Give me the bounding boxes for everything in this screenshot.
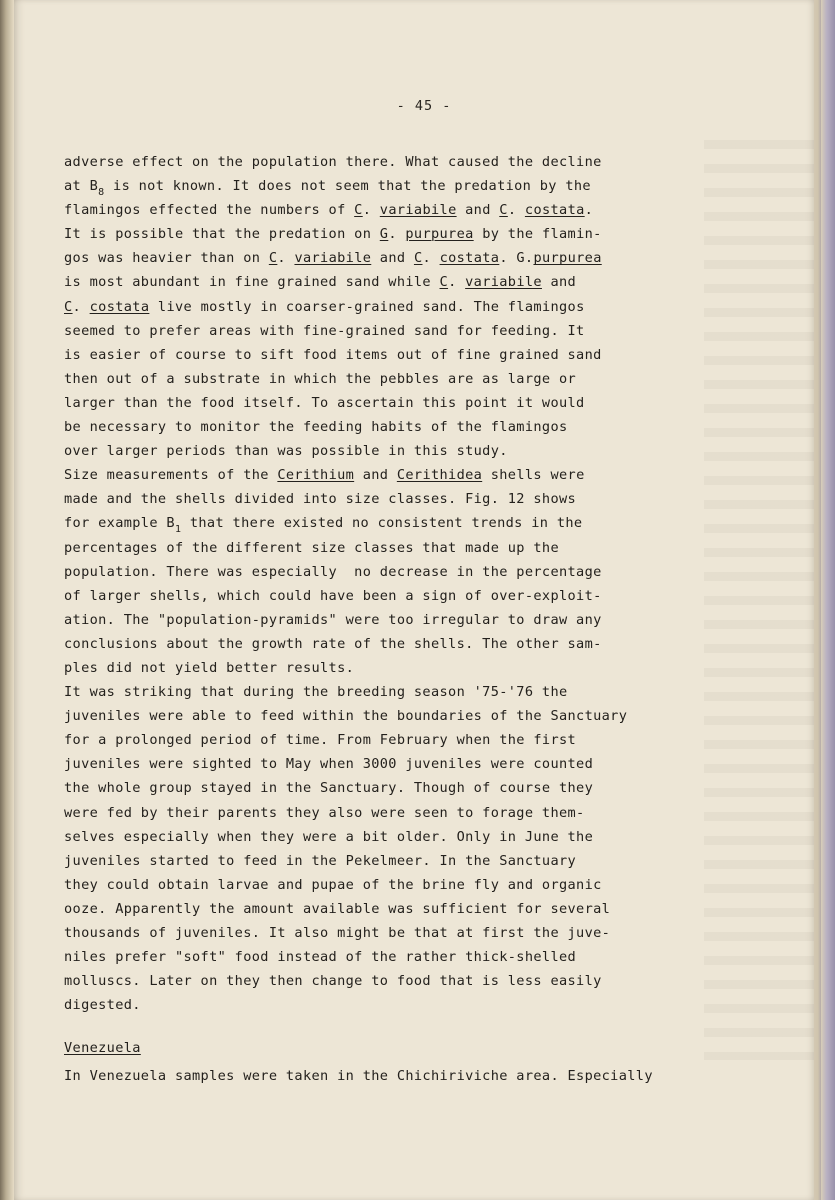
text-line xyxy=(64,945,764,969)
text-line xyxy=(64,801,764,825)
text-run: thousands of juveniles. It also might be that at first the juve- xyxy=(64,925,611,941)
text-run: ation. The "population-pyramids" were too irregular to draw any xyxy=(64,611,602,628)
text-line xyxy=(64,222,764,246)
text-line xyxy=(64,319,764,343)
subscript: 8 xyxy=(98,187,105,199)
underlined-term: costata xyxy=(89,298,150,315)
text-line xyxy=(64,728,764,752)
text-run: were fed by their parents they also were seen to forage them- xyxy=(64,804,585,821)
text-line xyxy=(64,993,764,1017)
text-run: juveniles started to feed in the Pekelmeer. In the Sanctuary xyxy=(64,852,577,869)
text-line xyxy=(64,608,764,632)
text-run: . xyxy=(584,202,594,219)
text-run: and xyxy=(456,202,500,219)
text-line xyxy=(64,463,764,487)
text-run: . xyxy=(388,226,406,243)
text-run: is easier of course to sift food items out of fine grained sand xyxy=(64,346,602,363)
document-page xyxy=(14,0,814,1200)
text-run: juveniles were sighted to May when 3000 juveniles were counted xyxy=(64,756,594,773)
text-line xyxy=(64,873,764,897)
text-run: is most abundant in fine grained sand while xyxy=(64,274,440,291)
text-run: Size measurements of the xyxy=(64,467,278,484)
text-run: molluscs. Later on they then change to food that is less easily xyxy=(64,973,602,990)
text-run: conclusions about the growth rate of the shells. The other sam- xyxy=(64,635,602,652)
text-line xyxy=(64,536,764,560)
text-line xyxy=(64,656,764,680)
underlined-term: Cerithium xyxy=(277,467,355,484)
text-run: . xyxy=(72,298,90,315)
text-run: ples did not yield better results. xyxy=(64,659,355,676)
underlined-term: variabile xyxy=(294,250,372,267)
text-line xyxy=(64,825,764,849)
text-line xyxy=(64,897,764,921)
underlined-term: variabile xyxy=(379,202,457,219)
underlined-term: costata xyxy=(439,250,500,267)
text-line xyxy=(64,246,764,270)
text-run: seemed to prefer areas with fine-grained sand for feeding. It xyxy=(64,322,585,339)
text-line xyxy=(64,560,764,584)
text-line xyxy=(64,367,764,391)
text-line xyxy=(64,198,764,222)
text-run: percentages of the different size classes that made up the xyxy=(64,539,559,556)
text-line xyxy=(64,511,764,535)
text-line xyxy=(64,391,764,415)
text-line xyxy=(64,295,764,319)
text-run: . xyxy=(507,202,525,219)
underlined-term: C xyxy=(268,250,278,267)
text-line xyxy=(64,343,764,367)
text-run: . xyxy=(362,202,380,219)
text-run: niles prefer "soft" food instead of the rather thick-shelled xyxy=(64,949,577,966)
underlined-term: purpurea xyxy=(533,250,602,267)
text-run: and xyxy=(541,274,577,291)
text-line xyxy=(64,704,764,728)
text-line xyxy=(64,680,764,704)
section-first-line: In Venezuela samples were taken in the Chichiriviche area. Especially xyxy=(64,1068,653,1084)
text-line xyxy=(64,150,764,174)
text-run: . xyxy=(277,250,295,267)
underlined-term: costata xyxy=(524,202,585,219)
subscript: 1 xyxy=(174,524,182,536)
underlined-term: C xyxy=(413,250,423,267)
text-line xyxy=(64,776,764,800)
text-run: It is possible that the predation on xyxy=(64,226,380,243)
section-heading: Venezuela xyxy=(64,1040,141,1056)
underlined-term: variabile xyxy=(465,274,542,291)
text-run: population. There was especially no decrease in the percentage xyxy=(64,563,602,580)
text-run: digested. xyxy=(64,997,141,1014)
underlined-term: C xyxy=(64,298,73,315)
body-text xyxy=(64,150,764,1017)
page-number: - 45 - xyxy=(396,98,452,114)
text-run: juveniles were able to feed within the boundaries of the Sanctuary xyxy=(64,708,628,725)
text-line xyxy=(64,174,764,198)
text-line xyxy=(64,849,764,873)
text-line xyxy=(64,632,764,656)
text-run: larger than the food itself. To ascertain this point it would xyxy=(64,394,585,411)
text-line xyxy=(64,921,764,945)
text-run: for a prolonged period of time. From February when the first xyxy=(64,732,577,749)
underlined-term: C xyxy=(439,274,449,291)
text-run: they could obtain larvae and pupae of the brine fly and organic xyxy=(64,876,602,893)
text-run: the whole group stayed in the Sanctuary. Though of course they xyxy=(64,780,594,797)
text-run: . G. xyxy=(499,250,534,267)
text-line xyxy=(64,270,764,294)
text-run: is not known. It does not seem that the predation by the xyxy=(104,178,591,195)
underlined-term: Cerithidea xyxy=(396,467,483,484)
underlined-term: purpurea xyxy=(405,226,474,243)
text-line xyxy=(64,584,764,608)
text-run: made and the shells divided into size classes. Fig. 12 shows xyxy=(64,491,577,508)
text-run: shells were xyxy=(482,467,585,484)
text-line xyxy=(64,752,764,776)
text-run: then out of a substrate in which the pebbles are as large or xyxy=(64,370,577,387)
text-run: for example B xyxy=(64,515,175,532)
text-run: by the flamin- xyxy=(473,226,602,243)
text-run: ooze. Apparently the amount available was sufficient for several xyxy=(64,900,611,917)
text-run: over larger periods than was possible in this study. xyxy=(64,443,508,460)
underlined-term: G xyxy=(379,226,389,243)
text-run: selves especially when they were a bit older. Only in June the xyxy=(64,828,594,845)
text-run: flamingos effected the numbers of xyxy=(64,202,355,219)
text-run: . xyxy=(448,274,466,291)
text-run: at B xyxy=(64,178,99,195)
text-run: and xyxy=(354,467,397,484)
text-line xyxy=(64,487,764,511)
text-run: adverse effect on the population there. What caused the decline xyxy=(64,154,602,170)
text-run: of larger shells, which could have been a sign of over-exploit- xyxy=(64,587,602,604)
text-run: gos was heavier than on xyxy=(64,250,269,267)
text-line xyxy=(64,969,764,993)
text-run: be necessary to monitor the feeding habits of the flamingos xyxy=(64,419,568,436)
text-run: and xyxy=(371,250,414,267)
underlined-term: C xyxy=(354,202,363,219)
next-page-edge xyxy=(821,0,835,1200)
text-line xyxy=(64,415,764,439)
text-line xyxy=(64,439,764,463)
text-run: . xyxy=(422,250,440,267)
underlined-term: C xyxy=(499,202,508,219)
text-run: It was striking that during the breeding season '75-'76 the xyxy=(64,684,568,701)
text-run: live mostly in coarser-grained sand. The flamingos xyxy=(149,298,585,315)
text-run: that there existed no consistent trends in the xyxy=(181,515,583,532)
